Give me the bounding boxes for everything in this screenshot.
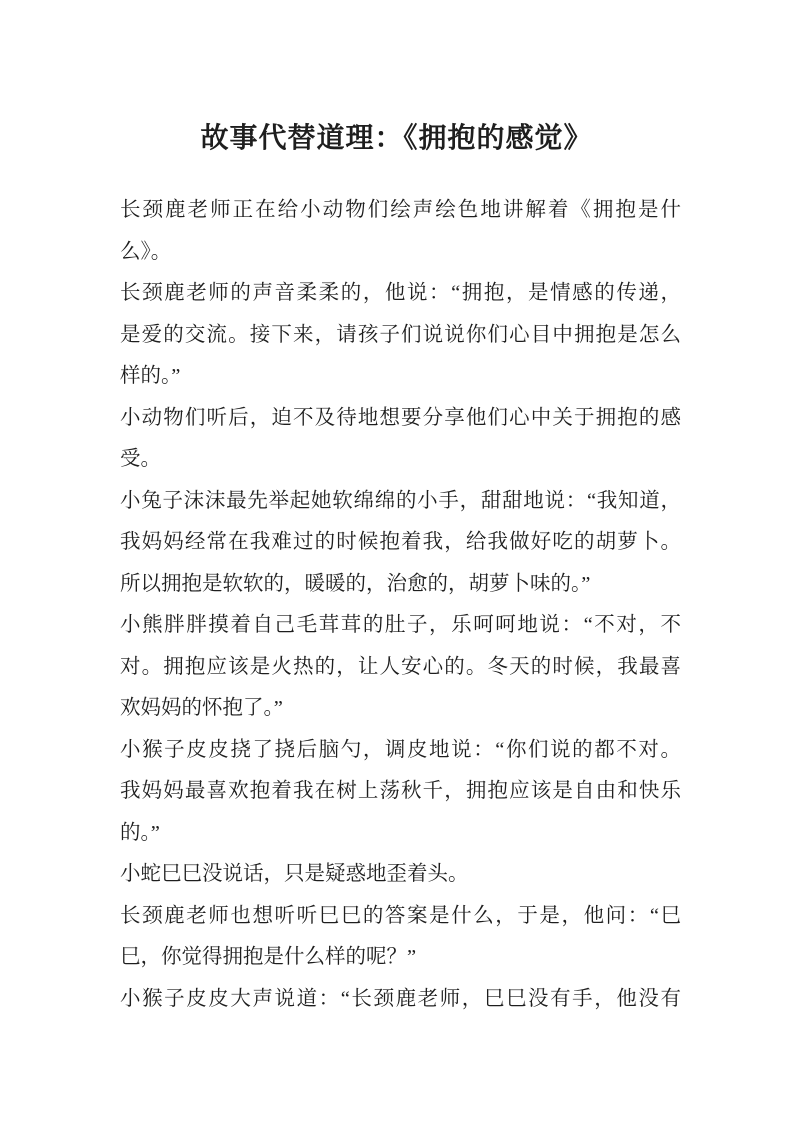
text-line: 样的。”	[120, 365, 181, 387]
text-line: 小熊胖胖摸着自己毛茸茸的肚子，乐呵呵地说：“不对，不	[120, 614, 681, 636]
text-line: 长颈鹿老师也想听听巳巳的答案是什么，于是，他问：“巳	[120, 904, 681, 927]
text-line: 小蛇巳巳没说话，只是疑惑地歪着头。	[120, 863, 469, 885]
text-line: 巳，你觉得拥抱是什么样的呢？”	[120, 946, 417, 968]
text-line: 我妈妈经常在我难过的时候抱着我，给我做好吃的胡萝卜。	[120, 531, 681, 553]
text-line: 的。”	[120, 821, 160, 844]
text-line: 小兔子沫沫最先举起她软绵绵的小手，甜甜地说：“我知道，	[120, 489, 681, 512]
text-line: 小猴子皮皮大声说道：“长颈鹿老师，巳巳没有手，他没有	[120, 987, 681, 1010]
paragraph	[120, 896, 681, 979]
paragraph	[120, 605, 681, 730]
text-line: 我妈妈最喜欢抱着我在树上荡秋千，拥抱应该是自由和快乐	[120, 780, 681, 802]
paragraph	[120, 398, 681, 481]
text-line: 小动物们听后，迫不及待地想要分享他们心中关于拥抱的感	[120, 406, 681, 429]
paragraph	[120, 979, 681, 1021]
text-line: 小猴子皮皮挠了挠后脑勺，调皮地说：“你们说的都不对。	[120, 738, 681, 761]
paragraph	[120, 273, 681, 398]
text-line: 么》。	[120, 240, 172, 263]
document-title: 故事代替道理：《拥抱的感觉》	[200, 123, 593, 154]
text-line: 对。拥抱应该是火热的，让人安心的。冬天的时候，我最喜	[120, 655, 681, 678]
text-line: 长颈鹿老师的声音柔柔的，他说：“拥抱，是情感的传递，	[120, 282, 681, 304]
text-line: 所以拥抱是软软的，暖暖的，治愈的，胡萝卜味的。”	[120, 572, 591, 595]
paragraph	[120, 854, 681, 896]
text-line: 欢妈妈的怀抱了。”	[120, 697, 283, 719]
document-body	[120, 190, 681, 1020]
paragraph	[120, 481, 681, 606]
text-line: 长颈鹿老师正在给小动物们绘声绘色地讲解着《拥抱是什	[120, 199, 681, 221]
text-line: 是爱的交流。接下来，请孩子们说说你们心目中拥抱是怎么	[120, 323, 681, 346]
text-line: 受。	[120, 448, 161, 470]
paragraph	[120, 730, 681, 855]
paragraph	[120, 190, 681, 273]
